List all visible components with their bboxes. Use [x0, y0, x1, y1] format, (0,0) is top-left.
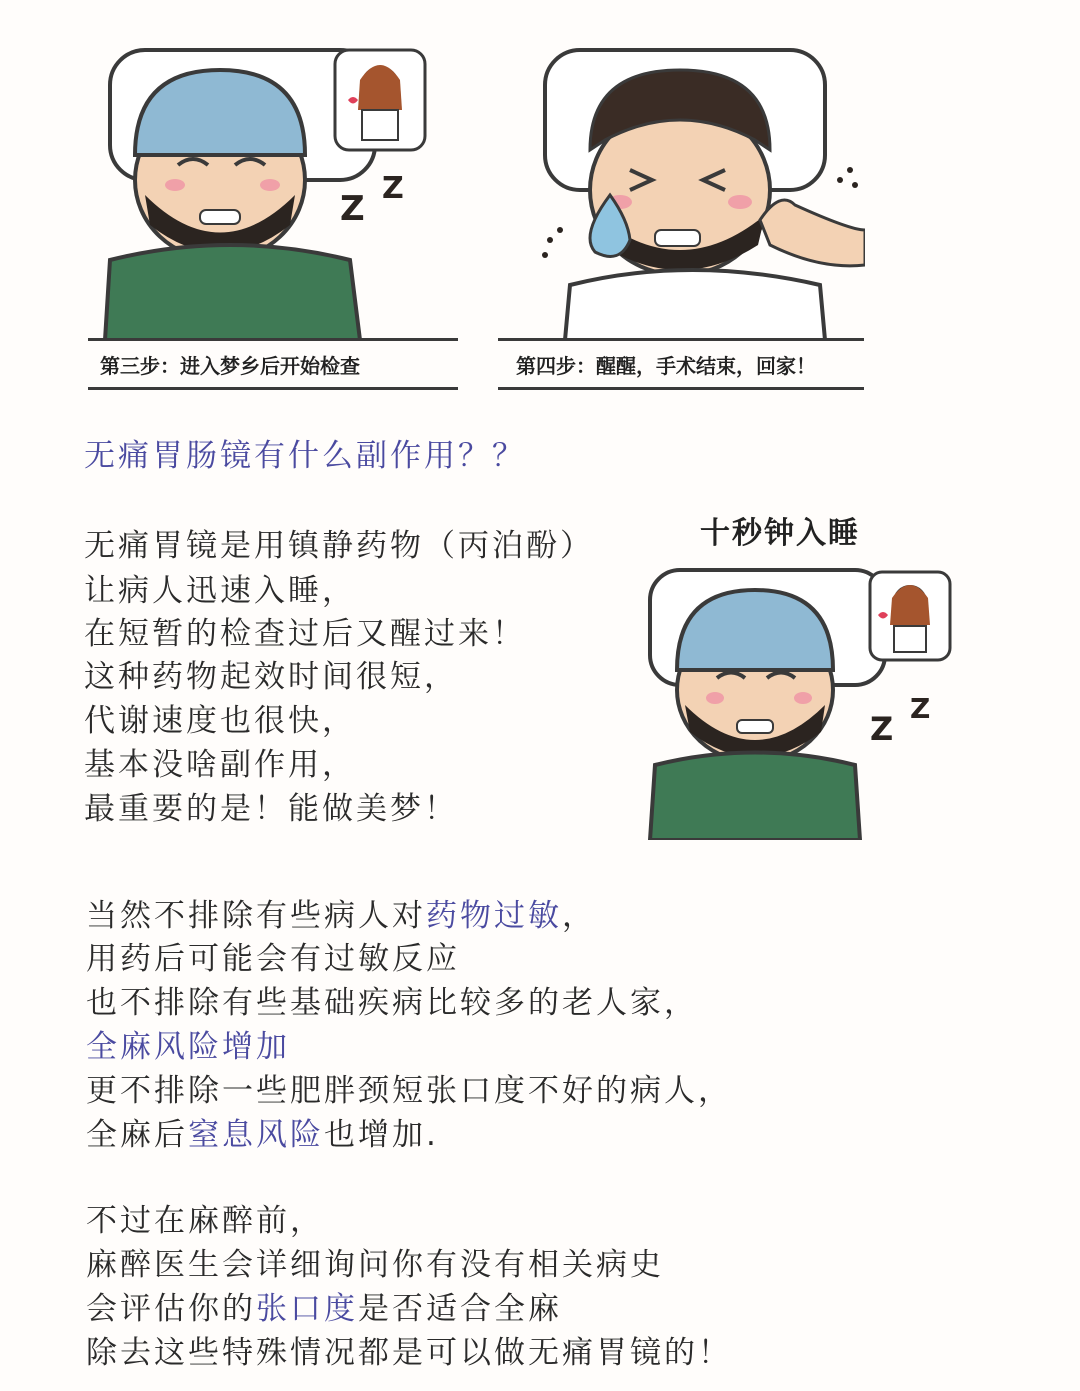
- step3-caption-bar: [88, 338, 458, 390]
- svg-text:Z: Z: [910, 692, 931, 725]
- sleep-label: 十秒钟入睡: [700, 516, 860, 551]
- para2-line-6-a: 全麻后: [86, 1117, 188, 1153]
- para2-line-5: 更不排除一些肥胖颈短张口度不好的病人，: [86, 1073, 732, 1109]
- para3-line-2: 麻醉医生会详细询问你有没有相关病史: [86, 1247, 664, 1283]
- step3-caption: 第三步：进入梦乡后开始检查: [100, 353, 360, 378]
- para2-line-2: 用药后可能会有过敏反应: [86, 941, 460, 977]
- svg-text:Z: Z: [382, 171, 404, 206]
- para2-line-1-c: ，: [562, 898, 596, 934]
- para1-line-2: 让病人迅速入睡，: [84, 573, 356, 609]
- para2-highlight-allergy: 药物过敏: [426, 898, 562, 934]
- para3-highlight-mouth: 张口度: [256, 1291, 358, 1327]
- para1-line-7: 最重要的是！能做美梦！: [84, 791, 458, 827]
- para2-line-6-c: 也增加.: [324, 1117, 439, 1153]
- sleep-illustration: [645, 560, 965, 840]
- para2-line-1-a: 当然不排除有些病人对: [86, 898, 426, 934]
- step4-caption: 第四步：醒醒，手术结束，回家！: [516, 353, 816, 378]
- svg-text:Z: Z: [340, 189, 365, 229]
- para1-line-5: 代谢速度也很快，: [84, 703, 356, 739]
- question-heading: 无痛胃肠镜有什么副作用？？: [84, 438, 526, 474]
- para1-line-1: 无痛胃镜是用镇静药物（丙泊酚）: [84, 528, 594, 564]
- para2-line-3: 也不排除有些基础疾病比较多的老人家，: [86, 985, 698, 1021]
- para2-line-6: [86, 1114, 439, 1157]
- para1-line-3: 在短暂的检查过后又醒过来！: [84, 616, 526, 652]
- para3-line-3-c: 是否适合全麻: [358, 1291, 562, 1327]
- para3-line-1: 不过在麻醉前，: [86, 1203, 324, 1239]
- step3-illustration: [90, 30, 460, 340]
- svg-text:Z: Z: [870, 710, 894, 748]
- para3-line-3: [86, 1288, 562, 1331]
- step4-illustration: [520, 30, 865, 340]
- para3-line-4: 除去这些特殊情况都是可以做无痛胃镜的！: [86, 1335, 732, 1371]
- para1-line-6: 基本没啥副作用，: [84, 747, 356, 783]
- step4-caption-bar: [498, 338, 864, 390]
- para1-line-4: 这种药物起效时间很短，: [84, 659, 458, 695]
- para2-highlight-risk: 全麻风险增加: [86, 1029, 290, 1065]
- para3-line-3-a: 会评估你的: [86, 1291, 256, 1327]
- para2-line-1: [86, 895, 596, 938]
- para2-highlight-suffocation: 窒息风险: [188, 1117, 324, 1153]
